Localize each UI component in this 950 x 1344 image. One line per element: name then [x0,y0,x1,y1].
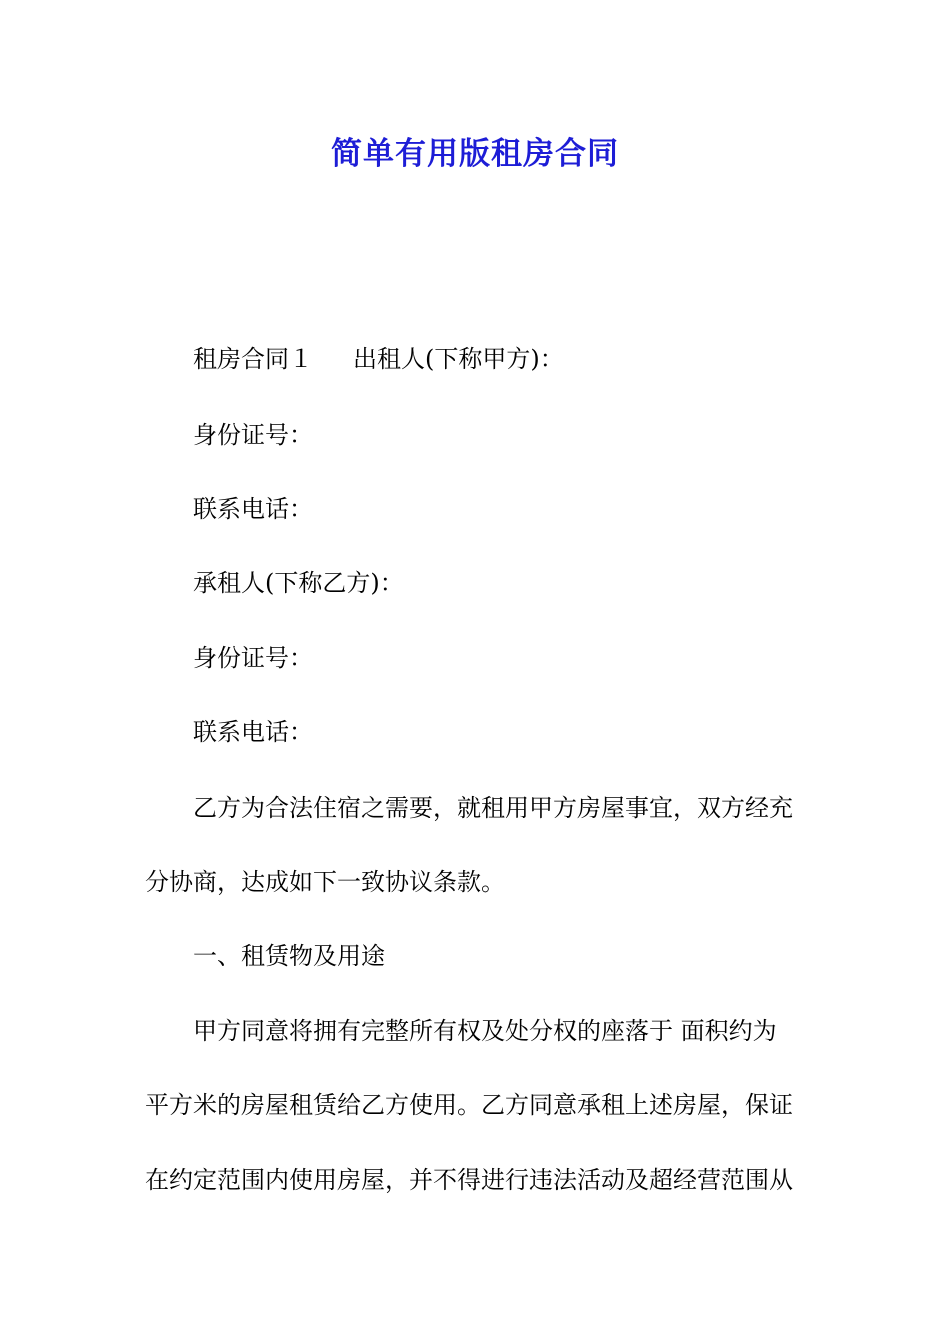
document-title: 简单有用版租房合同 [331,136,619,172]
lessor-id-label: 身份证号： [193,421,313,449]
clause-paragraph-line-1: 甲方同意将拥有完整所有权及处分权的座落于 面积约为 [193,1017,777,1045]
clause-paragraph-line-2: 平方米的房屋租赁给乙方使用。乙方同意承租上述房屋，保证 [145,1091,793,1119]
intro-paragraph-line-2: 分协商，达成如下一致协议条款。 [145,868,505,896]
lessee-label: 承租人(下称乙方)： [193,569,404,597]
contract-number: 租房合同１ [193,345,313,373]
intro-paragraph-line-1: 乙方为合法住宿之需要，就租用甲方房屋事宜，双方经充 [193,794,793,822]
section-heading-1: 一、租赁物及用途 [193,942,385,970]
lessor-label: 出租人(下称甲方)： [353,345,564,373]
lessee-id-label: 身份证号： [193,644,313,672]
lessor-phone-label: 联系电话： [193,495,313,523]
contract-header-line [193,344,564,374]
clause-paragraph-line-3: 在约定范围内使用房屋，并不得进行违法活动及超经营范围从 [145,1166,793,1194]
lessee-phone-label: 联系电话： [193,718,313,746]
